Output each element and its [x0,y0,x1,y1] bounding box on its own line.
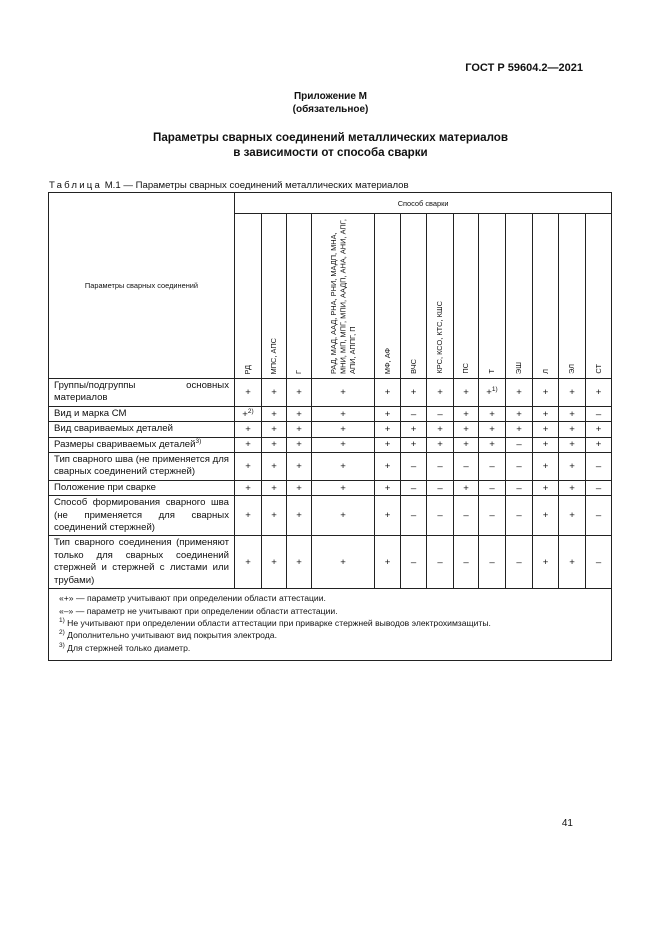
table-cell: – [506,480,533,495]
table-notes [49,589,612,661]
table-cell: – [586,536,612,589]
table-cell: + [312,453,375,481]
standard-number: ГОСТ Р 59604.2—2021 [465,62,583,74]
table-cell-with-footnote [235,406,262,421]
method-label: ЭШ [514,361,524,374]
table-cell: + [454,406,479,421]
method-label: МФ, АФ [382,347,392,374]
table-cell: + [262,422,287,437]
footnote-3 [59,642,611,654]
table-cell: + [235,453,262,481]
table-cell: + [427,437,454,452]
table-row [49,453,612,481]
table-cell: + [479,437,506,452]
table-header-row-1 [49,193,612,214]
method-header-cell [262,214,287,379]
footnote-text: Дополнительно учитывают вид покрытия электрода. [67,630,277,641]
footnote-ref: 1) [491,385,498,393]
table-cell-with-footnote [479,379,506,407]
table-cell: + [375,422,401,437]
table-cell: + [479,406,506,421]
table-cell: + [235,422,262,437]
table-cell: + [533,480,559,495]
table-cell: + [262,406,287,421]
table-cell: + [375,496,401,536]
table-cell: + [559,453,586,481]
page-number: 41 [561,818,573,829]
table-cell: + [559,536,586,589]
param-name-cell: Способ формирования сварного шва (не применяется для сварных соединений стержней) [49,496,235,536]
table-row [49,536,612,589]
method-label: ЭЛ [567,364,577,374]
heading-line-1: Параметры сварных соединений металлических материалов [153,131,508,144]
table-cell: – [586,453,612,481]
section-heading [0,130,661,160]
table-cell: + [375,536,401,589]
note-minus: «–» — параметр не учитывают при определении области аттестации. [59,605,338,616]
param-name-cell: Вид свариваемых деталей [49,422,235,437]
table-cell: – [454,496,479,536]
cell-value: + [242,408,248,420]
table-cell: + [506,422,533,437]
param-name-cell: Тип сварного шва (не применяется для сварных соединений стержней) [49,453,235,481]
method-label: Т [487,369,497,374]
table-cell: – [506,536,533,589]
method-label: МПС, АПС [269,337,279,374]
table-cell: – [401,496,427,536]
table-cell: + [312,496,375,536]
method-header-cell [312,214,375,379]
table-cell: + [454,437,479,452]
method-header-cell [533,214,559,379]
table-cell: + [262,496,287,536]
table-cell: – [401,406,427,421]
table-cell: – [586,406,612,421]
table-notes-row [49,589,612,661]
table-cell: + [533,379,559,407]
method-label: СТ [593,364,603,374]
table-row [49,422,612,437]
table-caption-text: М.1 — Параметры сварных соединений металлических материалов [104,180,409,191]
table-cell: + [287,453,312,481]
table-cell: + [506,406,533,421]
table-cell: + [312,422,375,437]
welding-parameters-table [48,192,612,661]
heading-line-2: в зависимости от способа сварки [233,146,428,159]
table-cell: – [427,496,454,536]
table-cell: – [454,453,479,481]
table-cell: + [287,480,312,495]
table-cell: – [586,496,612,536]
method-header-cell [479,214,506,379]
footnote-mark: 1) [59,617,65,625]
table-cell: – [479,453,506,481]
params-header-cell: Параметры сварных соединений [49,193,235,379]
method-label: РД [243,364,253,374]
table-cell: + [375,480,401,495]
table-cell: – [506,453,533,481]
appendix-header [0,90,661,116]
table-cell: + [312,536,375,589]
table-cell: – [506,437,533,452]
param-name-text: Размеры свариваемых деталей [54,438,196,450]
table-cell: + [559,406,586,421]
method-label: ВЧС [408,359,418,374]
table-cell: + [401,437,427,452]
table-cell: + [235,379,262,407]
table-cell: + [559,379,586,407]
cell-value: + [486,386,492,398]
table-cell: – [401,453,427,481]
table-row [49,496,612,536]
method-header-cell [506,214,533,379]
table-cell: + [479,422,506,437]
table-cell: + [559,480,586,495]
method-header-cell [401,214,427,379]
param-name-cell: Группы/подгруппы основных материалов [49,379,235,407]
table-cell: – [479,496,506,536]
table-caption [49,180,409,191]
footnote-2 [59,629,611,641]
method-header-cell [586,214,612,379]
table-cell: + [262,379,287,407]
footnote-mark: 3) [59,641,65,649]
param-name-cell: Вид и марка СМ [49,406,235,421]
table-cell: + [262,437,287,452]
table-cell: – [401,480,427,495]
method-header-cell [454,214,479,379]
table-cell: + [454,480,479,495]
footnote-ref: 2) [247,407,254,415]
footnote-1 [59,617,611,629]
table-cell: + [235,536,262,589]
method-label: КРС, КСО, КТС, КШС [435,301,445,374]
table-cell: + [533,536,559,589]
table-cell: + [235,437,262,452]
footnote-text: Не учитывают при определении области аттестации при приварке стержней выводов электрохимзащиты. [67,617,491,628]
table-cell: + [287,422,312,437]
table-cell: + [533,496,559,536]
table-cell: + [506,379,533,407]
method-label: РАД, МАД, ААД, РНА, РНИ, МАДП, МНА, МНИ, МП, МПГ, МПИ, ААДП, АНА, АНИ, АПГ, АПИ, АППГ, П [328,219,357,374]
table-cell: + [533,406,559,421]
table-cell: + [454,422,479,437]
table-cell: – [506,496,533,536]
table-cell: + [559,496,586,536]
table-cell: + [262,453,287,481]
method-header-cell [559,214,586,379]
table-cell: + [559,437,586,452]
table-cell: + [287,406,312,421]
table-row [49,379,612,407]
table-cell: + [312,406,375,421]
table-cell: – [479,536,506,589]
method-header-cell [375,214,401,379]
table-cell: + [287,496,312,536]
appendix-title: Приложение М [293,91,368,102]
table-cell: + [235,496,262,536]
table-cell: + [533,453,559,481]
table-cell: – [479,480,506,495]
footnote-ref: 3) [195,437,202,445]
method-label: ПС [461,363,471,374]
table-cell: + [262,536,287,589]
table-cell: – [427,453,454,481]
table-cell: + [235,480,262,495]
table-cell: + [401,379,427,407]
footnote-text: Для стержней только диаметр. [67,642,191,653]
table-row [49,406,612,421]
table-caption-prefix: Таблица [49,180,103,191]
table-cell: + [533,422,559,437]
appendix-subtitle: (обязательное) [292,104,369,115]
method-label: Л [540,369,550,374]
footnote-mark: 2) [59,629,65,637]
table-cell: + [287,536,312,589]
table-cell: + [586,437,612,452]
table-cell: – [401,536,427,589]
table-cell: + [375,406,401,421]
table-cell: + [312,379,375,407]
table-cell: + [375,379,401,407]
table-cell: + [427,422,454,437]
table-cell: + [454,379,479,407]
param-name-cell [49,437,235,452]
method-header-cell [287,214,312,379]
method-header-cell [235,214,262,379]
table-row [49,480,612,495]
table-cell: – [427,536,454,589]
note-plus: «+» — параметр учитывают при определении области аттестации. [59,593,326,604]
table-cell: + [287,437,312,452]
table-cell: + [262,480,287,495]
table-cell: + [427,379,454,407]
table-cell: + [287,379,312,407]
method-header-cell [427,214,454,379]
table-cell: – [454,536,479,589]
table-cell: – [427,406,454,421]
param-name-cell: Тип сварного соединения (применяют только для сварных соединений стержней и стержней с листами или трубами) [49,536,235,589]
table-row [49,437,612,452]
table-cell: + [559,422,586,437]
table-cell: – [586,480,612,495]
table-cell: – [427,480,454,495]
table-cell: + [312,480,375,495]
table-cell: + [375,437,401,452]
table-cell: + [401,422,427,437]
table-cell: + [586,422,612,437]
table-cell: + [375,453,401,481]
table-cell: + [586,379,612,407]
table-cell: + [533,437,559,452]
param-name-cell: Положение при сварке [49,480,235,495]
method-label: Г [294,369,304,374]
method-group-header: Способ сварки [235,193,612,214]
table-cell: + [312,437,375,452]
